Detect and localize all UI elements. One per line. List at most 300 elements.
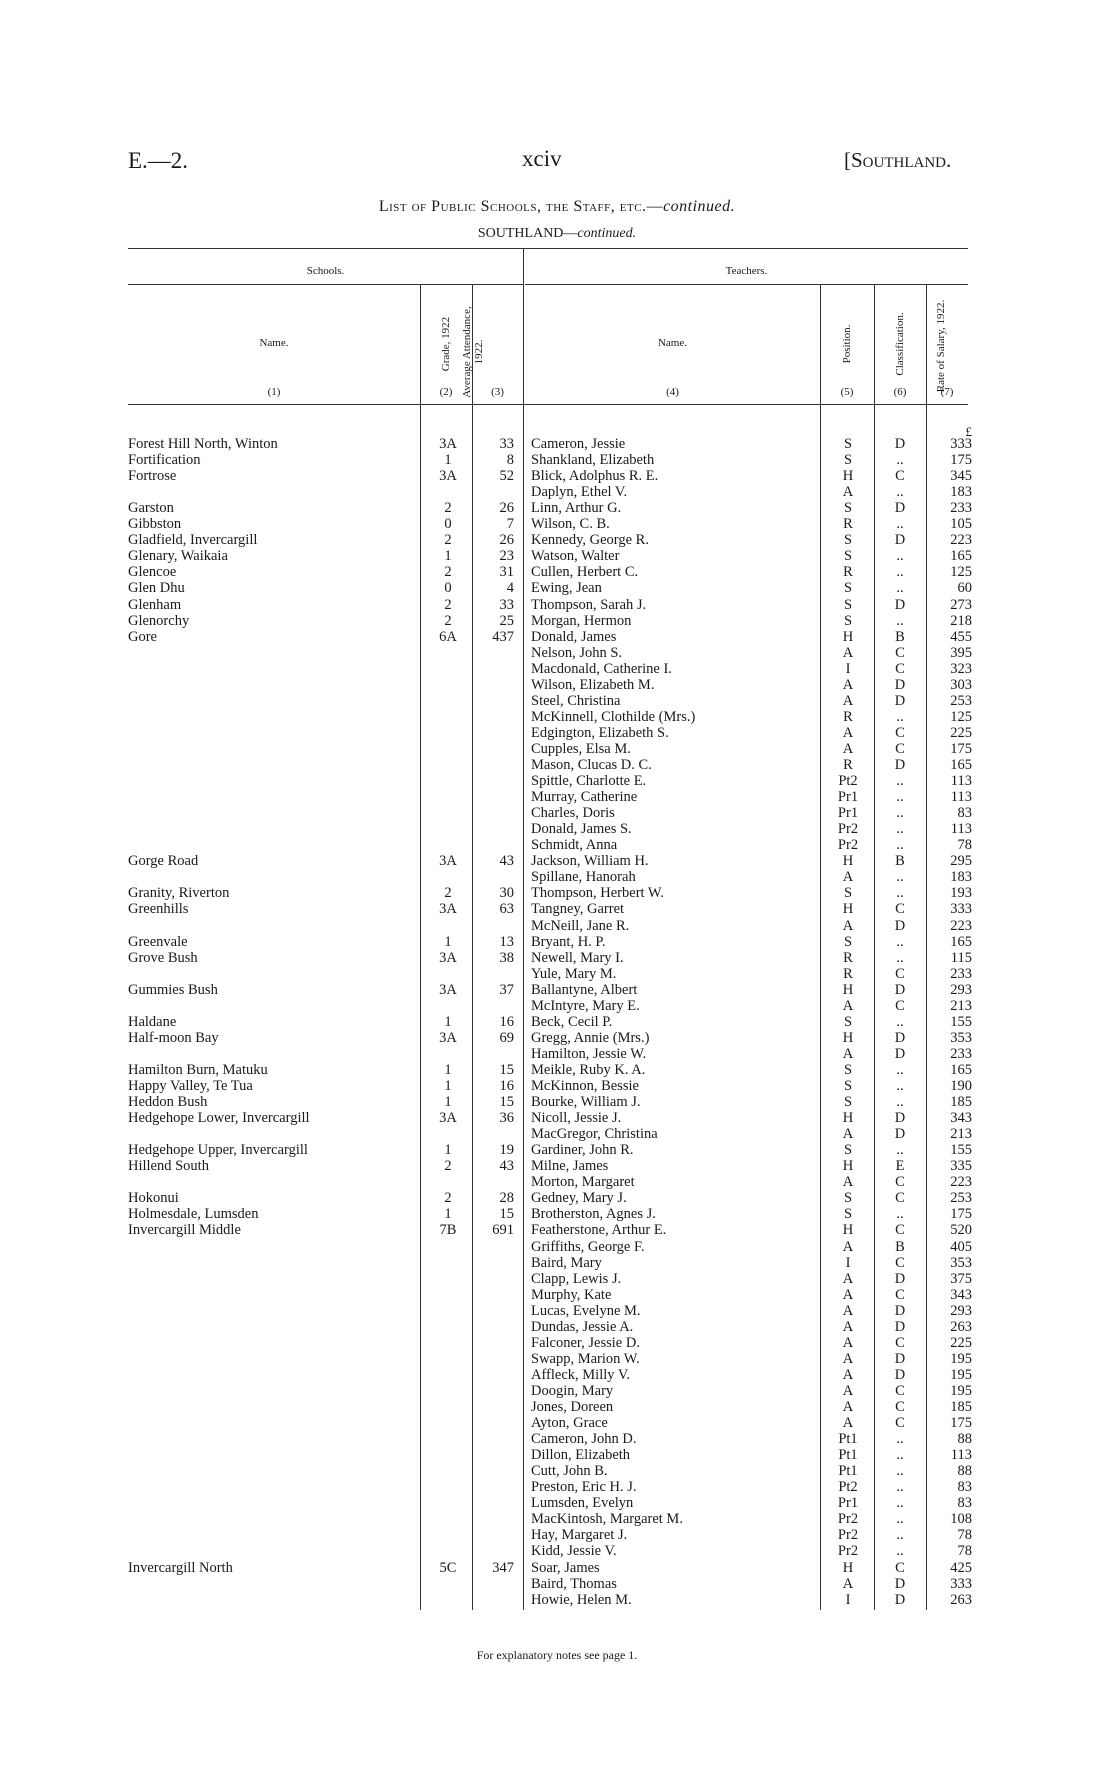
teacher-name: Linn, Arthur G.	[531, 500, 622, 516]
classification-value: ..	[896, 1078, 904, 1094]
classification-value: ..	[896, 613, 904, 629]
position-value: Pt1	[838, 1463, 858, 1479]
group-header-teachers: Teachers.	[725, 265, 768, 277]
classification-value: ..	[896, 950, 904, 966]
header-bottom-rule	[128, 404, 968, 405]
salary-value: 218	[950, 613, 972, 629]
salary-value: 60	[957, 580, 972, 596]
teacher-name: MacGregor, Christina	[531, 1126, 658, 1142]
teacher-name: Gregg, Annie (Mrs.)	[531, 1030, 650, 1046]
classification-value: C	[895, 1222, 905, 1238]
salary-value: 353	[950, 1255, 972, 1271]
table-row	[0, 966, 1114, 982]
classification-value: C	[895, 901, 905, 917]
col-number-4: (4)	[666, 386, 679, 398]
grade-value: 6A	[439, 629, 457, 645]
salary-value: 88	[957, 1463, 972, 1479]
title-main: List of Public Schools, the Staff, etc.—	[378, 198, 664, 215]
classification-value: D	[894, 1303, 906, 1319]
classification-value: ..	[896, 484, 904, 500]
position-value: R	[843, 516, 853, 532]
col-header-attendance: Average Attendance, 1922.	[461, 306, 485, 398]
group-rule-teachers	[525, 284, 968, 285]
attendance-value: 33	[499, 436, 514, 452]
table-row	[0, 693, 1114, 709]
attendance-value: 691	[492, 1222, 514, 1238]
classification-value: D	[894, 1576, 906, 1592]
salary-value: 115	[950, 950, 972, 966]
position-value: A	[842, 1351, 854, 1367]
salary-value: 165	[950, 757, 972, 773]
table-row	[0, 1319, 1114, 1335]
attendance-value: 4	[506, 580, 514, 596]
classification-value: ..	[896, 1206, 904, 1222]
salary-value: 333	[950, 901, 972, 917]
table-row	[0, 821, 1114, 837]
teacher-name: Cameron, John D.	[531, 1431, 637, 1447]
position-value: S	[843, 1062, 853, 1078]
classification-value: ..	[896, 1094, 904, 1110]
teacher-name: Cameron, Jessie	[531, 436, 626, 452]
classification-value: C	[895, 1399, 905, 1415]
position-value: S	[843, 1206, 853, 1222]
table-row	[0, 1190, 1114, 1206]
attendance-value: 8	[506, 452, 514, 468]
table-row	[0, 757, 1114, 773]
table-row	[0, 998, 1114, 1014]
table-row	[0, 1142, 1114, 1158]
salary-value: 125	[950, 709, 972, 725]
classification-value: ..	[896, 789, 904, 805]
table-row	[0, 709, 1114, 725]
table-row	[0, 1592, 1114, 1608]
table-row	[0, 516, 1114, 532]
classification-value: D	[894, 532, 906, 548]
teacher-name: MacKintosh, Margaret M.	[531, 1511, 683, 1527]
salary-value: 335	[950, 1158, 972, 1174]
position-value: H	[842, 1030, 854, 1046]
salary-value: 113	[950, 821, 972, 837]
salary-value: 195	[950, 1367, 972, 1383]
classification-value: ..	[896, 1543, 904, 1559]
table-row	[0, 436, 1114, 452]
table-row	[0, 918, 1114, 934]
classification-value: D	[894, 1030, 906, 1046]
position-value: A	[842, 741, 854, 757]
table-row	[0, 1560, 1114, 1576]
position-value: Pr1	[837, 789, 859, 805]
col-number-1: (1)	[267, 386, 281, 398]
table-row	[0, 1062, 1114, 1078]
teacher-name: Murphy, Kate	[531, 1287, 612, 1303]
school-name: Glen Dhu	[128, 580, 185, 596]
position-value: R	[843, 709, 853, 725]
table-row	[0, 468, 1114, 484]
salary-value: 213	[950, 998, 972, 1014]
table-row	[0, 1222, 1114, 1238]
grade-value: 1	[444, 934, 452, 950]
school-name: Invercargill Middle	[128, 1222, 241, 1238]
table-row	[0, 1046, 1114, 1062]
teacher-name: Edgington, Elizabeth S.	[531, 725, 669, 741]
classification-value: D	[894, 677, 906, 693]
position-value: A	[842, 1576, 854, 1592]
classification-value: ..	[896, 869, 904, 885]
attendance-value: 15	[499, 1094, 514, 1110]
position-value: Pt2	[838, 1479, 858, 1495]
position-value: A	[842, 869, 854, 885]
classification-value: C	[895, 645, 905, 661]
teacher-name: Milne, James	[531, 1158, 609, 1174]
grade-value: 3A	[439, 1030, 457, 1046]
salary-value: 175	[950, 452, 972, 468]
table-row	[0, 597, 1114, 613]
col-header-position: Position.	[841, 324, 853, 364]
grade-value: 3A	[439, 853, 457, 869]
salary-value: 263	[950, 1319, 972, 1335]
attendance-value: 19	[499, 1142, 514, 1158]
subtitle-continued: continued.	[577, 226, 637, 241]
position-value: Pr2	[837, 1543, 859, 1559]
position-value: S	[843, 1190, 853, 1206]
grade-value: 3A	[439, 901, 457, 917]
attendance-value: 16	[499, 1014, 514, 1030]
salary-value: 78	[957, 837, 972, 853]
table-row	[0, 1383, 1114, 1399]
teacher-name: Newell, Mary I.	[531, 950, 624, 966]
table-row	[0, 1110, 1114, 1126]
classification-value: ..	[896, 1431, 904, 1447]
teacher-name: Kidd, Jessie V.	[531, 1543, 617, 1559]
salary-value: 223	[950, 532, 972, 548]
school-name: Greenhills	[128, 901, 189, 917]
table-row	[0, 934, 1114, 950]
group-header-schools: Schools.	[306, 265, 345, 277]
school-name: Gladfield, Invercargill	[128, 532, 258, 548]
salary-value: 375	[950, 1271, 972, 1287]
attendance-value: 26	[499, 532, 514, 548]
school-name: Haldane	[128, 1014, 177, 1030]
table-row	[0, 500, 1114, 516]
salary-value: 190	[950, 1078, 972, 1094]
attendance-value: 31	[499, 564, 514, 580]
salary-value: 183	[950, 484, 972, 500]
teacher-name: Hamilton, Jessie W.	[531, 1046, 647, 1062]
classification-value: C	[895, 1174, 905, 1190]
classification-value: ..	[896, 564, 904, 580]
salary-value: 345	[950, 468, 972, 484]
position-value: H	[842, 1222, 854, 1238]
col-header-salary: Rate of Salary, 1922.	[935, 299, 947, 393]
teacher-name: Steel, Christina	[531, 693, 621, 709]
teacher-name: Swapp, Marion W.	[531, 1351, 640, 1367]
classification-value: D	[894, 1351, 906, 1367]
salary-value: 113	[950, 789, 972, 805]
classification-value: D	[894, 436, 906, 452]
classification-value: C	[895, 966, 905, 982]
attendance-value: 23	[499, 548, 514, 564]
classification-value: ..	[896, 1495, 904, 1511]
salary-value: 353	[950, 1030, 972, 1046]
salary-value: 155	[950, 1142, 972, 1158]
table-row	[0, 1447, 1114, 1463]
school-name: Grove Bush	[128, 950, 198, 966]
grade-value: 1	[444, 452, 452, 468]
teacher-name: Watson, Walter	[531, 548, 620, 564]
teacher-name: Morgan, Hermon	[531, 613, 632, 629]
teacher-name: Jackson, William H.	[531, 853, 649, 869]
position-value: S	[843, 885, 853, 901]
classification-value: ..	[896, 1062, 904, 1078]
teacher-name: Wilson, C. B.	[531, 516, 610, 532]
classification-value: ..	[896, 1142, 904, 1158]
page-number: xciv	[522, 146, 562, 171]
classification-value: C	[895, 1415, 905, 1431]
classification-value: ..	[896, 1463, 904, 1479]
classification-value: D	[894, 1592, 906, 1608]
salary-value: 273	[950, 597, 972, 613]
teacher-name: Shankland, Elizabeth	[531, 452, 655, 468]
school-name: Hokonui	[128, 1190, 179, 1206]
classification-value: C	[895, 468, 905, 484]
teacher-name: Soar, James	[531, 1560, 600, 1576]
salary-value: 108	[950, 1511, 972, 1527]
salary-value: 175	[950, 1415, 972, 1431]
position-value: S	[843, 452, 853, 468]
teacher-name: McNeill, Jane R.	[531, 918, 630, 934]
grade-value: 2	[444, 1158, 452, 1174]
position-value: H	[842, 1110, 854, 1126]
position-value: Pr2	[837, 837, 859, 853]
salary-value: 225	[950, 725, 972, 741]
teacher-name: Ewing, Jean	[531, 580, 602, 596]
table-row	[0, 901, 1114, 917]
teacher-name: Dundas, Jessie A.	[531, 1319, 634, 1335]
table-row	[0, 1078, 1114, 1094]
teacher-name: McKinnon, Bessie	[531, 1078, 639, 1094]
position-value: A	[842, 1399, 854, 1415]
classification-value: D	[894, 1367, 906, 1383]
position-value: H	[842, 468, 854, 484]
table-row	[0, 1335, 1114, 1351]
grade-value: 1	[444, 1078, 452, 1094]
teacher-name: Jones, Doreen	[531, 1399, 614, 1415]
table-row	[0, 869, 1114, 885]
table-row	[0, 773, 1114, 789]
school-name: Gore	[128, 629, 157, 645]
attendance-value: 347	[492, 1560, 514, 1576]
classification-value: D	[894, 597, 906, 613]
position-value: S	[843, 613, 853, 629]
salary-value: 303	[950, 677, 972, 693]
attendance-value: 38	[499, 950, 514, 966]
attendance-value: 37	[499, 982, 514, 998]
teacher-name: McIntyre, Mary E.	[531, 998, 640, 1014]
col-header-teacher-name: Name.	[657, 337, 687, 349]
grade-value: 1	[444, 548, 452, 564]
salary-value: 223	[950, 1174, 972, 1190]
attendance-value: 15	[499, 1062, 514, 1078]
classification-value: ..	[896, 837, 904, 853]
school-name: Hedgehope Upper, Invercargill	[128, 1142, 308, 1158]
salary-value: 165	[950, 548, 972, 564]
body-divider-position-class	[874, 404, 875, 1610]
table-row	[0, 1126, 1114, 1142]
position-value: Pt1	[838, 1431, 858, 1447]
attendance-value: 69	[499, 1030, 514, 1046]
col-number-6: (6)	[893, 386, 907, 398]
position-value: A	[842, 1319, 854, 1335]
position-value: S	[843, 532, 853, 548]
classification-value: D	[894, 918, 906, 934]
teacher-name: Ayton, Grace	[531, 1415, 608, 1431]
classification-value: ..	[896, 773, 904, 789]
grade-value: 2	[444, 597, 452, 613]
position-value: A	[842, 998, 854, 1014]
teacher-name: Beck, Cecil P.	[531, 1014, 613, 1030]
teacher-name: Cutt, John B.	[531, 1463, 608, 1479]
teacher-name: Cupples, Elsa M.	[531, 741, 631, 757]
table-row	[0, 484, 1114, 500]
position-value: R	[843, 757, 853, 773]
table-row	[0, 548, 1114, 564]
classification-value: ..	[896, 885, 904, 901]
grade-value: 0	[444, 516, 452, 532]
school-name: Glenorchy	[128, 613, 190, 629]
school-name: Fortrose	[128, 468, 177, 484]
salary-value: 455	[950, 629, 972, 645]
salary-value: 223	[950, 918, 972, 934]
teacher-name: Bryant, H. P.	[531, 934, 606, 950]
teacher-name: Donald, James	[531, 629, 617, 645]
teacher-name: Tangney, Garret	[531, 901, 625, 917]
table-row	[0, 1576, 1114, 1592]
teacher-name: Blick, Adolphus R. E.	[531, 468, 659, 484]
position-value: Pt2	[838, 773, 858, 789]
school-name: Gummies Bush	[128, 982, 218, 998]
body-divider-name-position	[820, 404, 821, 1610]
teacher-name: Nelson, John S.	[531, 645, 623, 661]
position-value: Pr2	[837, 1527, 859, 1543]
school-name: Heddon Bush	[128, 1094, 208, 1110]
teacher-name: Baird, Mary	[531, 1255, 602, 1271]
salary-value: 323	[950, 661, 972, 677]
position-value: A	[842, 1174, 854, 1190]
classification-value: C	[895, 1383, 905, 1399]
classification-value: ..	[896, 805, 904, 821]
salary-value: 83	[957, 1479, 972, 1495]
salary-value: 425	[950, 1560, 972, 1576]
classification-value: ..	[896, 934, 904, 950]
teacher-name: Meikle, Ruby K. A.	[531, 1062, 646, 1078]
attendance-value: 36	[499, 1110, 514, 1126]
teacher-name: Gardiner, John R.	[531, 1142, 634, 1158]
school-name: Gorge Road	[128, 853, 199, 869]
grade-value: 2	[444, 1190, 452, 1206]
salary-value: 165	[950, 1062, 972, 1078]
teacher-name: Macdonald, Catherine I.	[531, 661, 672, 677]
teacher-name: Thompson, Herbert W.	[531, 885, 664, 901]
teacher-name: Gedney, Mary J.	[531, 1190, 627, 1206]
page-subtitle	[0, 226, 1114, 242]
teacher-name: Baird, Thomas	[531, 1576, 617, 1592]
classification-value: D	[894, 1271, 906, 1287]
salary-value: 78	[957, 1527, 972, 1543]
classification-value: B	[895, 629, 905, 645]
attendance-value: 16	[499, 1078, 514, 1094]
table-row	[0, 532, 1114, 548]
teacher-name: Falconer, Jessie D.	[531, 1335, 640, 1351]
classification-value: ..	[896, 452, 904, 468]
salary-value: 405	[950, 1239, 972, 1255]
position-value: H	[842, 1560, 854, 1576]
salary-value: 253	[950, 693, 972, 709]
teacher-name: Spillane, Hanorah	[531, 869, 636, 885]
grade-value: 3A	[439, 436, 457, 452]
salary-value: 185	[950, 1094, 972, 1110]
attendance-value: 15	[499, 1206, 514, 1222]
attendance-value: 26	[499, 500, 514, 516]
table-row	[0, 1014, 1114, 1030]
salary-value: 295	[950, 853, 972, 869]
position-value: S	[843, 500, 853, 516]
table-top-rule	[128, 248, 968, 249]
salary-value: 183	[950, 869, 972, 885]
grade-value: 1	[444, 1206, 452, 1222]
classification-value: C	[895, 998, 905, 1014]
col-header-classification: Classification.	[894, 312, 906, 376]
salary-value: 233	[950, 500, 972, 516]
table-row	[0, 789, 1114, 805]
classification-value: B	[895, 1239, 905, 1255]
group-rule-schools	[128, 284, 523, 285]
table-row	[0, 580, 1114, 596]
table-row	[0, 1431, 1114, 1447]
position-value: A	[842, 1367, 854, 1383]
table-row	[0, 837, 1114, 853]
position-value: A	[842, 1303, 854, 1319]
salary-value: 125	[950, 564, 972, 580]
table-row	[0, 1239, 1114, 1255]
page-section-code: E.—2.	[128, 148, 189, 173]
table-row	[0, 1351, 1114, 1367]
classification-value: D	[894, 757, 906, 773]
position-value: A	[842, 725, 854, 741]
teacher-name: Morton, Margaret	[531, 1174, 635, 1190]
teacher-name: Hay, Margaret J.	[531, 1527, 628, 1543]
position-value: S	[843, 934, 853, 950]
classification-value: ..	[896, 516, 904, 532]
position-value: S	[843, 580, 853, 596]
position-value: H	[842, 853, 854, 869]
salary-value: 233	[950, 1046, 972, 1062]
grade-value: 2	[444, 564, 452, 580]
position-value: I	[845, 661, 851, 677]
classification-value: C	[895, 1255, 905, 1271]
teacher-name: Thompson, Sarah J.	[531, 597, 647, 613]
salary-value: 253	[950, 1190, 972, 1206]
page-region-header: [Southland.	[844, 148, 952, 172]
school-name: Forest Hill North, Winton	[128, 436, 278, 452]
table-row	[0, 661, 1114, 677]
teacher-name: Yule, Mary M.	[531, 966, 617, 982]
teacher-name: Doogin, Mary	[531, 1383, 614, 1399]
classification-value: ..	[896, 580, 904, 596]
classification-value: ..	[896, 1014, 904, 1030]
position-value: A	[842, 1126, 854, 1142]
table-row	[0, 982, 1114, 998]
body-divider-grade-attendance	[472, 404, 473, 1610]
